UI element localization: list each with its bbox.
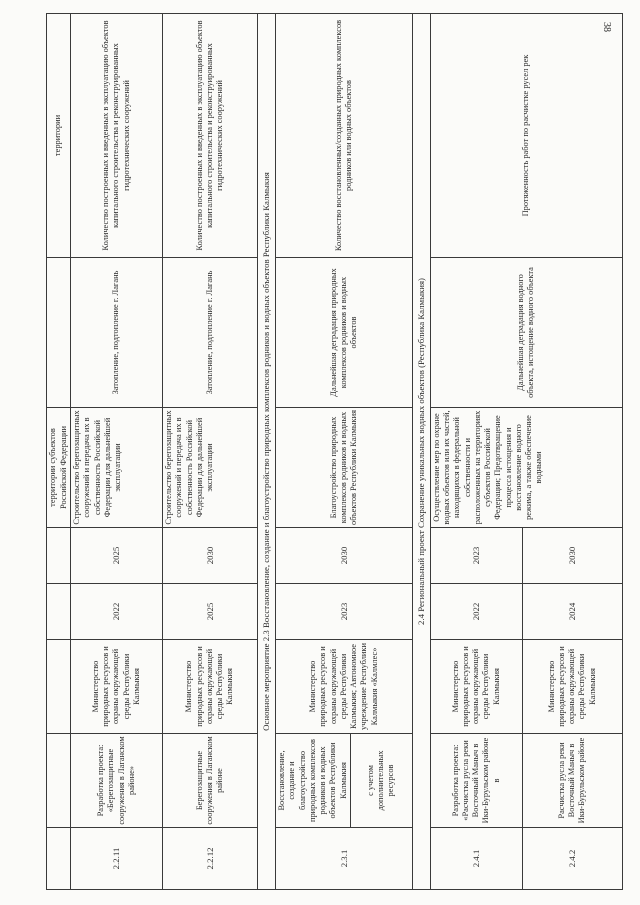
executor: Министерство природных ресурсов и охраны окружающей среды Республики Калмыкия (163, 640, 258, 734)
table-row (258, 14, 276, 890)
table-row (276, 14, 351, 890)
risk: Дальнейшая деградация водного объекта, истощение водного объекта (430, 258, 622, 408)
activities-table (46, 13, 623, 890)
activity-note: с учетом дополнительных ресурсов (350, 734, 412, 828)
table-cell (47, 584, 71, 640)
table-cell: территории субъектов Российской Федерации (47, 408, 71, 528)
indicator: Протяженность работ по расчистке русел рек (430, 14, 622, 258)
indicator: Количество построенных и введенных в эксплуатацию объектов капитального строительства и реконструированных гидротехнических сооружений (163, 14, 258, 258)
indicator: Количество построенных и введенных в эксплуатацию объектов капитального строительства и реконструированных гидротехнических сооружений (71, 14, 163, 258)
expected-result: Благоустройство природных комплексов родников и водных объектов Республики Калмыкия (276, 408, 413, 528)
section-heading-2-4: 2.4 Региональный проект Сохранение уникальных водных объектов (Республика Калмыкия) (412, 14, 430, 890)
start-year: 2024 (522, 584, 622, 640)
table-row (430, 14, 522, 890)
start-year: 2023 (276, 584, 413, 640)
end-year: 2030 (522, 528, 622, 584)
table-row (163, 14, 258, 890)
executor: Министерство природных ресурсов и охраны окружающей среды Республики Калмыкия (430, 640, 522, 734)
activity-name: Расчистка русла реки Восточный Маныч в Ики-Бурульском районе (522, 734, 622, 828)
activity-name: Восстановление, создание и благоустройство природных комплексов родников и водных объектов Республики Калмыкия (276, 734, 351, 828)
activity-name: Разработка проекта: «Берегозащитные сооружения в Лаганском районе» (71, 734, 163, 828)
row-number: 2.2.11 (71, 828, 163, 890)
end-year: 2030 (163, 528, 258, 584)
executor: Министерство природных ресурсов и охраны окружающей среды Республики Калмыкия; Автономное учреждение Республики Калмыкия «Калмлес» (276, 640, 413, 734)
table-cell: территории (47, 14, 71, 258)
row-number: 2.2.12 (163, 828, 258, 890)
expected-result: Осуществление мер по охране водных объектов или их частей, находящихся в федеральной собственности и расположенных на территориях субъектов Российской Федерации; Предотвращение процесса истощения и восстановление водного режима, а также обеспечение водными (430, 408, 622, 528)
end-year: 2030 (276, 528, 413, 584)
risk: Затопление, подтопление г. Лагань (163, 258, 258, 408)
rotated-table-area (46, 14, 611, 890)
executor: Министерство природных ресурсов и охраны окружающей среды Республики Калмыкия (522, 640, 622, 734)
indicator: Количество восстановленных/созданных природных комплексов родников или водных объектов (276, 14, 413, 258)
risk: Дальнейшая деградация природных комплексов родников и водных объектов (276, 258, 413, 408)
table-cell (47, 640, 71, 734)
row-number: 2.4.2 (522, 828, 622, 890)
executor: Министерство природных ресурсов и охраны окружающей среды Республики Калмыкия (71, 640, 163, 734)
start-year: 2022 (71, 584, 163, 640)
risk: Затопление, подтопление г. Лагань (71, 258, 163, 408)
table-cell (47, 828, 71, 890)
table-row (47, 14, 71, 890)
table-cell (47, 528, 71, 584)
activity-name: Берегозащитные сооружения в Лаганском районе (163, 734, 258, 828)
end-year: 2023 (430, 528, 522, 584)
expected-result: Строительство берегозащитных сооружений и передача их в собственность Российской Федерации для дальнейшей эксплуатации (163, 408, 258, 528)
end-year: 2025 (71, 528, 163, 584)
activity-name: Разработка проекта: «Расчистка русла реки Восточный Маныч в Ики-Бурульском районе в (430, 734, 522, 828)
row-number: 2.4.1 (430, 828, 522, 890)
table-cell (47, 258, 71, 408)
section-heading-2-3: Основное мероприятие 2.3 Восстановление, создание и благоустройство природных комплексов родников и водных объектов Республики Калмыкия (258, 14, 276, 890)
start-year: 2025 (163, 584, 258, 640)
start-year: 2022 (430, 584, 522, 640)
expected-result: Строительство берегозащитных сооружений и передача их в собственность Российской Федерации для дальнейшей эксплуатации (71, 408, 163, 528)
table-row (71, 14, 163, 890)
table-cell (47, 734, 71, 828)
table-row (412, 14, 430, 890)
row-number: 2.3.1 (276, 828, 413, 890)
page-number: 38 (601, 22, 612, 32)
